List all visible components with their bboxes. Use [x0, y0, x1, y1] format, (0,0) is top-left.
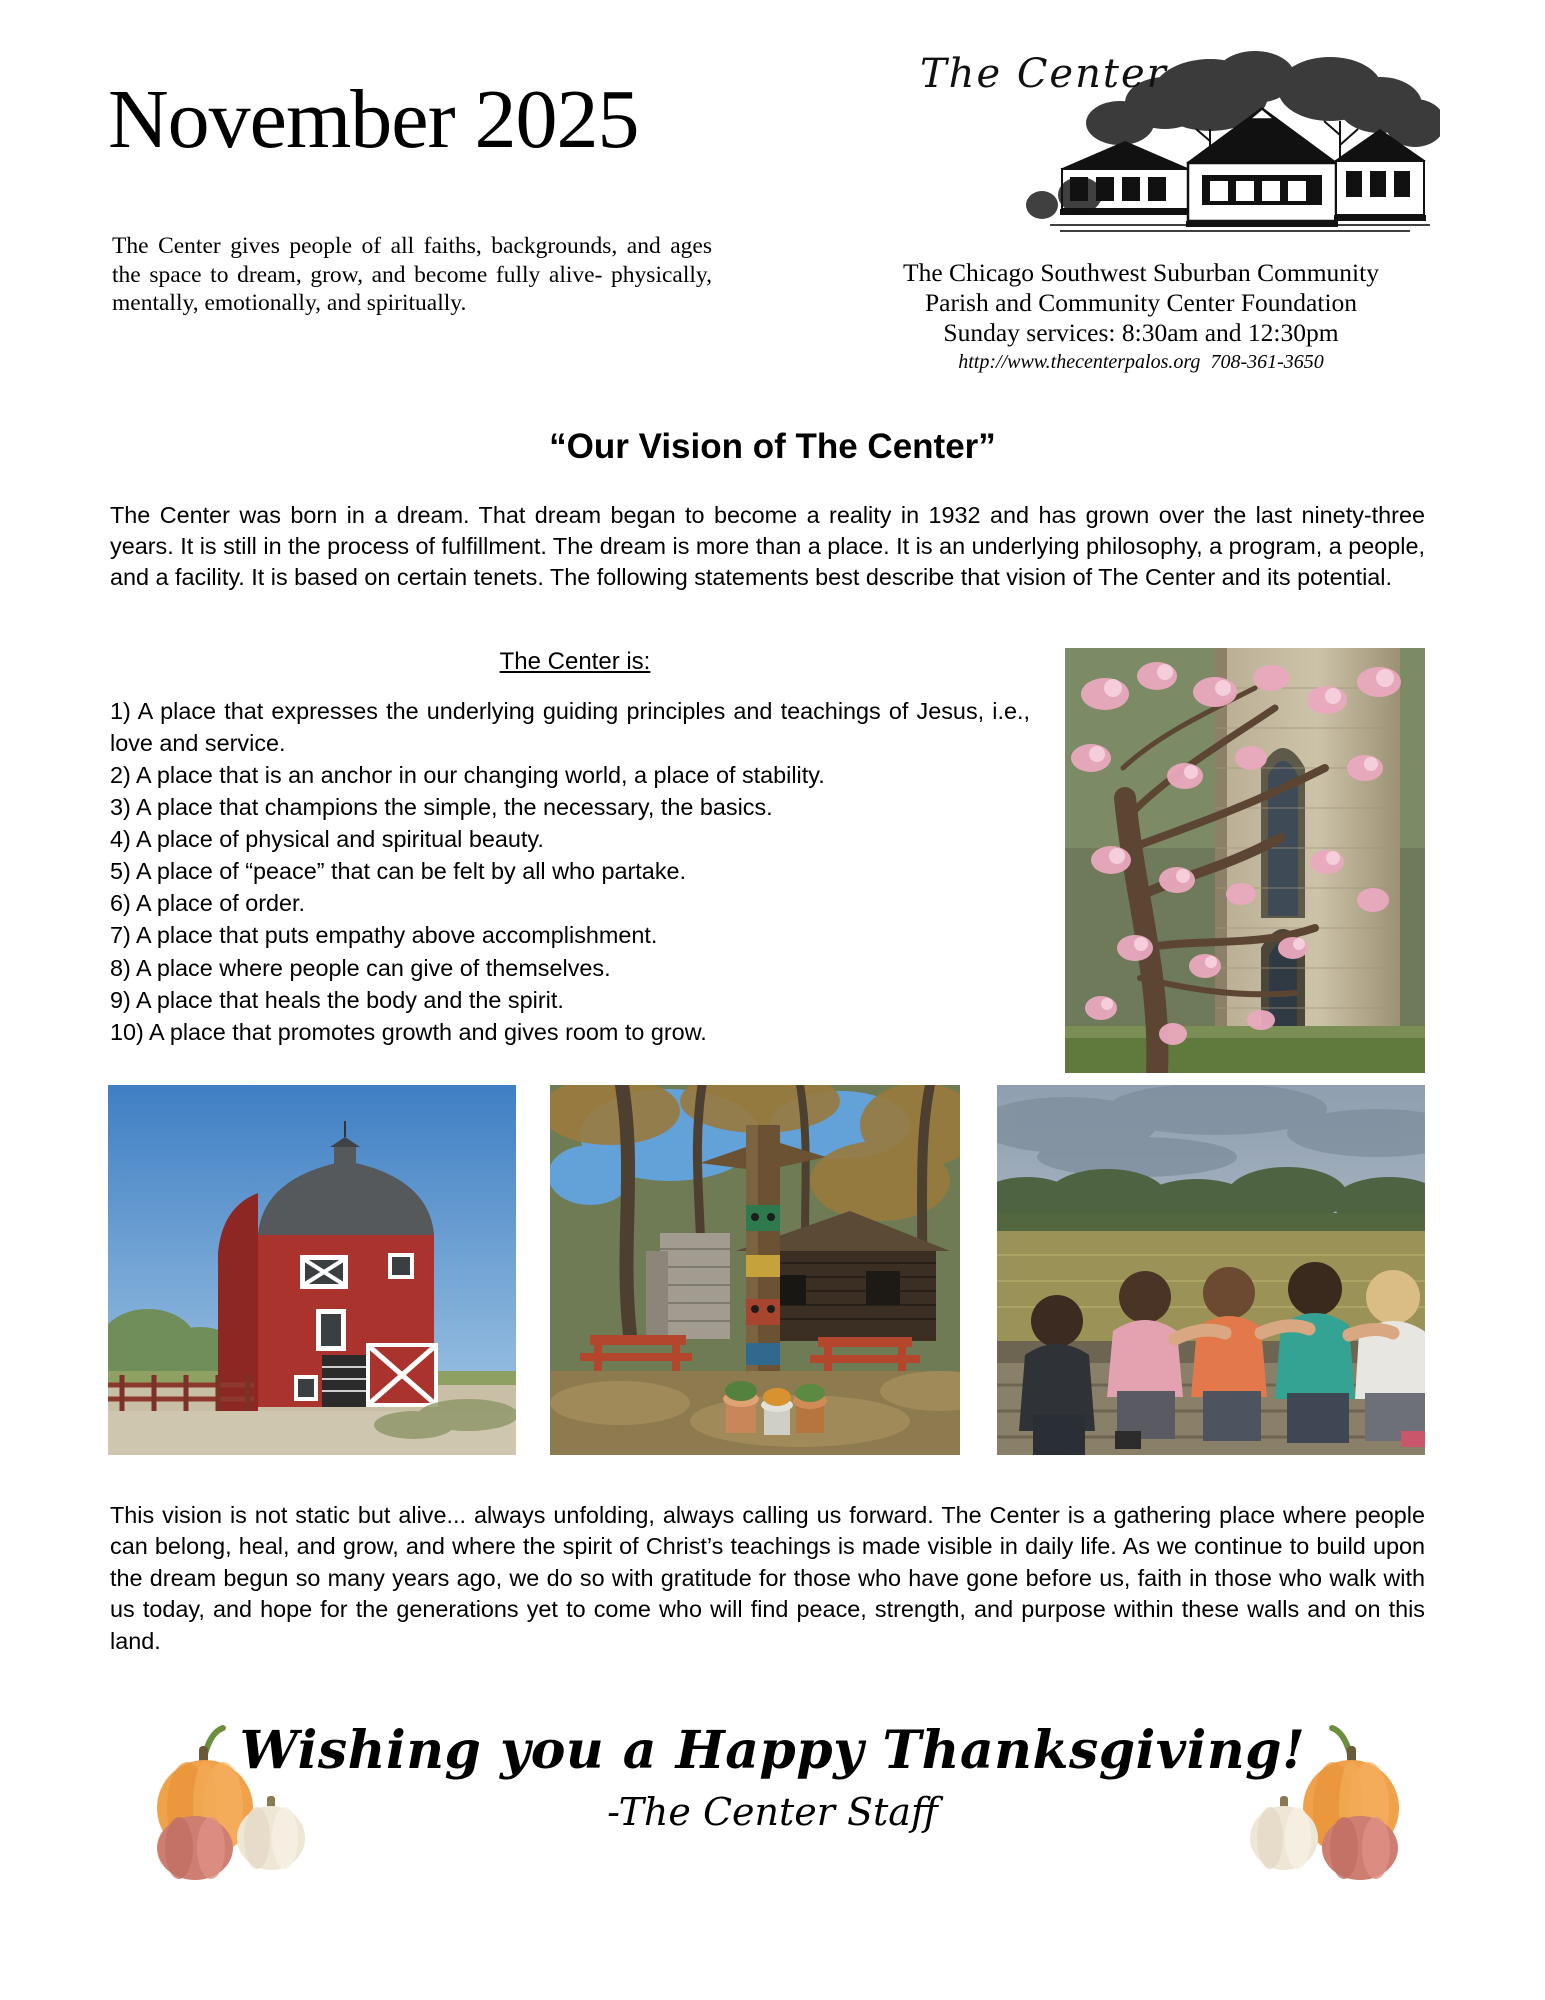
closing-paragraph: This vision is not static but alive... always unfolding, always calling us forward. The Center is a gathering place where people can belong, heal, and grow, and where the spirit of Christ’s teachings is made visible in daily life. As we continue to build upon the dream begun so many years ago, we do so with gratitude for those who have gone before us, faith in those who walk with us today, and hope for the generations yet to come who will find peace, strength, and purpose within these walls and on this land.	[110, 1502, 1425, 1654]
list-item: 2) A place that is an anchor in our changing world, a place of stability.	[110, 762, 825, 789]
list-item: 6) A place of order.	[110, 890, 306, 917]
list-item: 10) A place that promotes growth and gives room to grow.	[110, 1018, 707, 1045]
list-item: 7) A place that puts empathy above accomplishment.	[110, 922, 658, 949]
thanksgiving-greeting: Wishing you a Happy Thanksgiving!	[239, 1720, 1306, 1781]
photo-red-barn	[108, 1085, 516, 1455]
thanksgiving-footer	[0, 1720, 1545, 1950]
org-line-1: The Chicago Southwest Suburban Community	[903, 258, 1379, 287]
organization-info	[841, 258, 1441, 374]
contact-line	[841, 351, 1441, 374]
phone-number: 708-361-3650	[1210, 351, 1324, 374]
list-item: 3) A place that champions the simple, the necessary, the basics.	[110, 794, 773, 821]
tenets-list	[110, 695, 1030, 1048]
list-item: 4) A place of physical and spiritual beauty.	[110, 826, 544, 853]
list-item: 5) A place of “peace” that can be felt by all who partake.	[110, 858, 687, 885]
page-title: November 2025	[108, 73, 639, 166]
thanksgiving-signature: -The Center Staff	[607, 1790, 938, 1834]
photo-totem-pole-cabin	[550, 1085, 960, 1455]
photo-church-tower-blossoms	[1065, 648, 1425, 1073]
mission-statement: The Center gives people of all faiths, backgrounds, and ages the space to dream, grow, and become fully alive- physically, mentally, emotionally, and spiritually.	[112, 233, 712, 317]
list-item: 9) A place that heals the body and the spirit.	[110, 986, 564, 1013]
center-logo	[910, 45, 1440, 235]
tenets-heading: The Center is:	[499, 648, 651, 675]
logo-wordmark: The Center	[920, 51, 1168, 97]
section-title-vision: “Our Vision of The Center”	[549, 427, 996, 466]
website-link[interactable]: http://www.thecenterpalos.org	[958, 351, 1201, 374]
list-item: 1) A place that expresses the underlying guiding principles and teachings of Jesus, i.e., love and service.	[110, 698, 1030, 757]
list-item: 8) A place where people can give of themselves.	[110, 954, 611, 981]
pumpkin-cluster-icon	[1210, 1720, 1420, 1880]
vision-intro-paragraph: The Center was born in a dream. That dream began to become a reality in 1932 and has grown over the last ninety-three years. It is still in the process of fulfillment. The dream is more than a place. It is an underlying philosophy, a program, a people, and a facility. It is based on certain tenets. The following statements best describe that vision of The Center and its potential.	[110, 502, 1425, 591]
org-line-2: Parish and Community Center Foundation	[924, 287, 1358, 317]
page-header	[0, 0, 1545, 380]
service-times: Sunday services: 8:30am and 12:30pm	[943, 317, 1339, 347]
photo-children-on-deck	[997, 1085, 1425, 1455]
